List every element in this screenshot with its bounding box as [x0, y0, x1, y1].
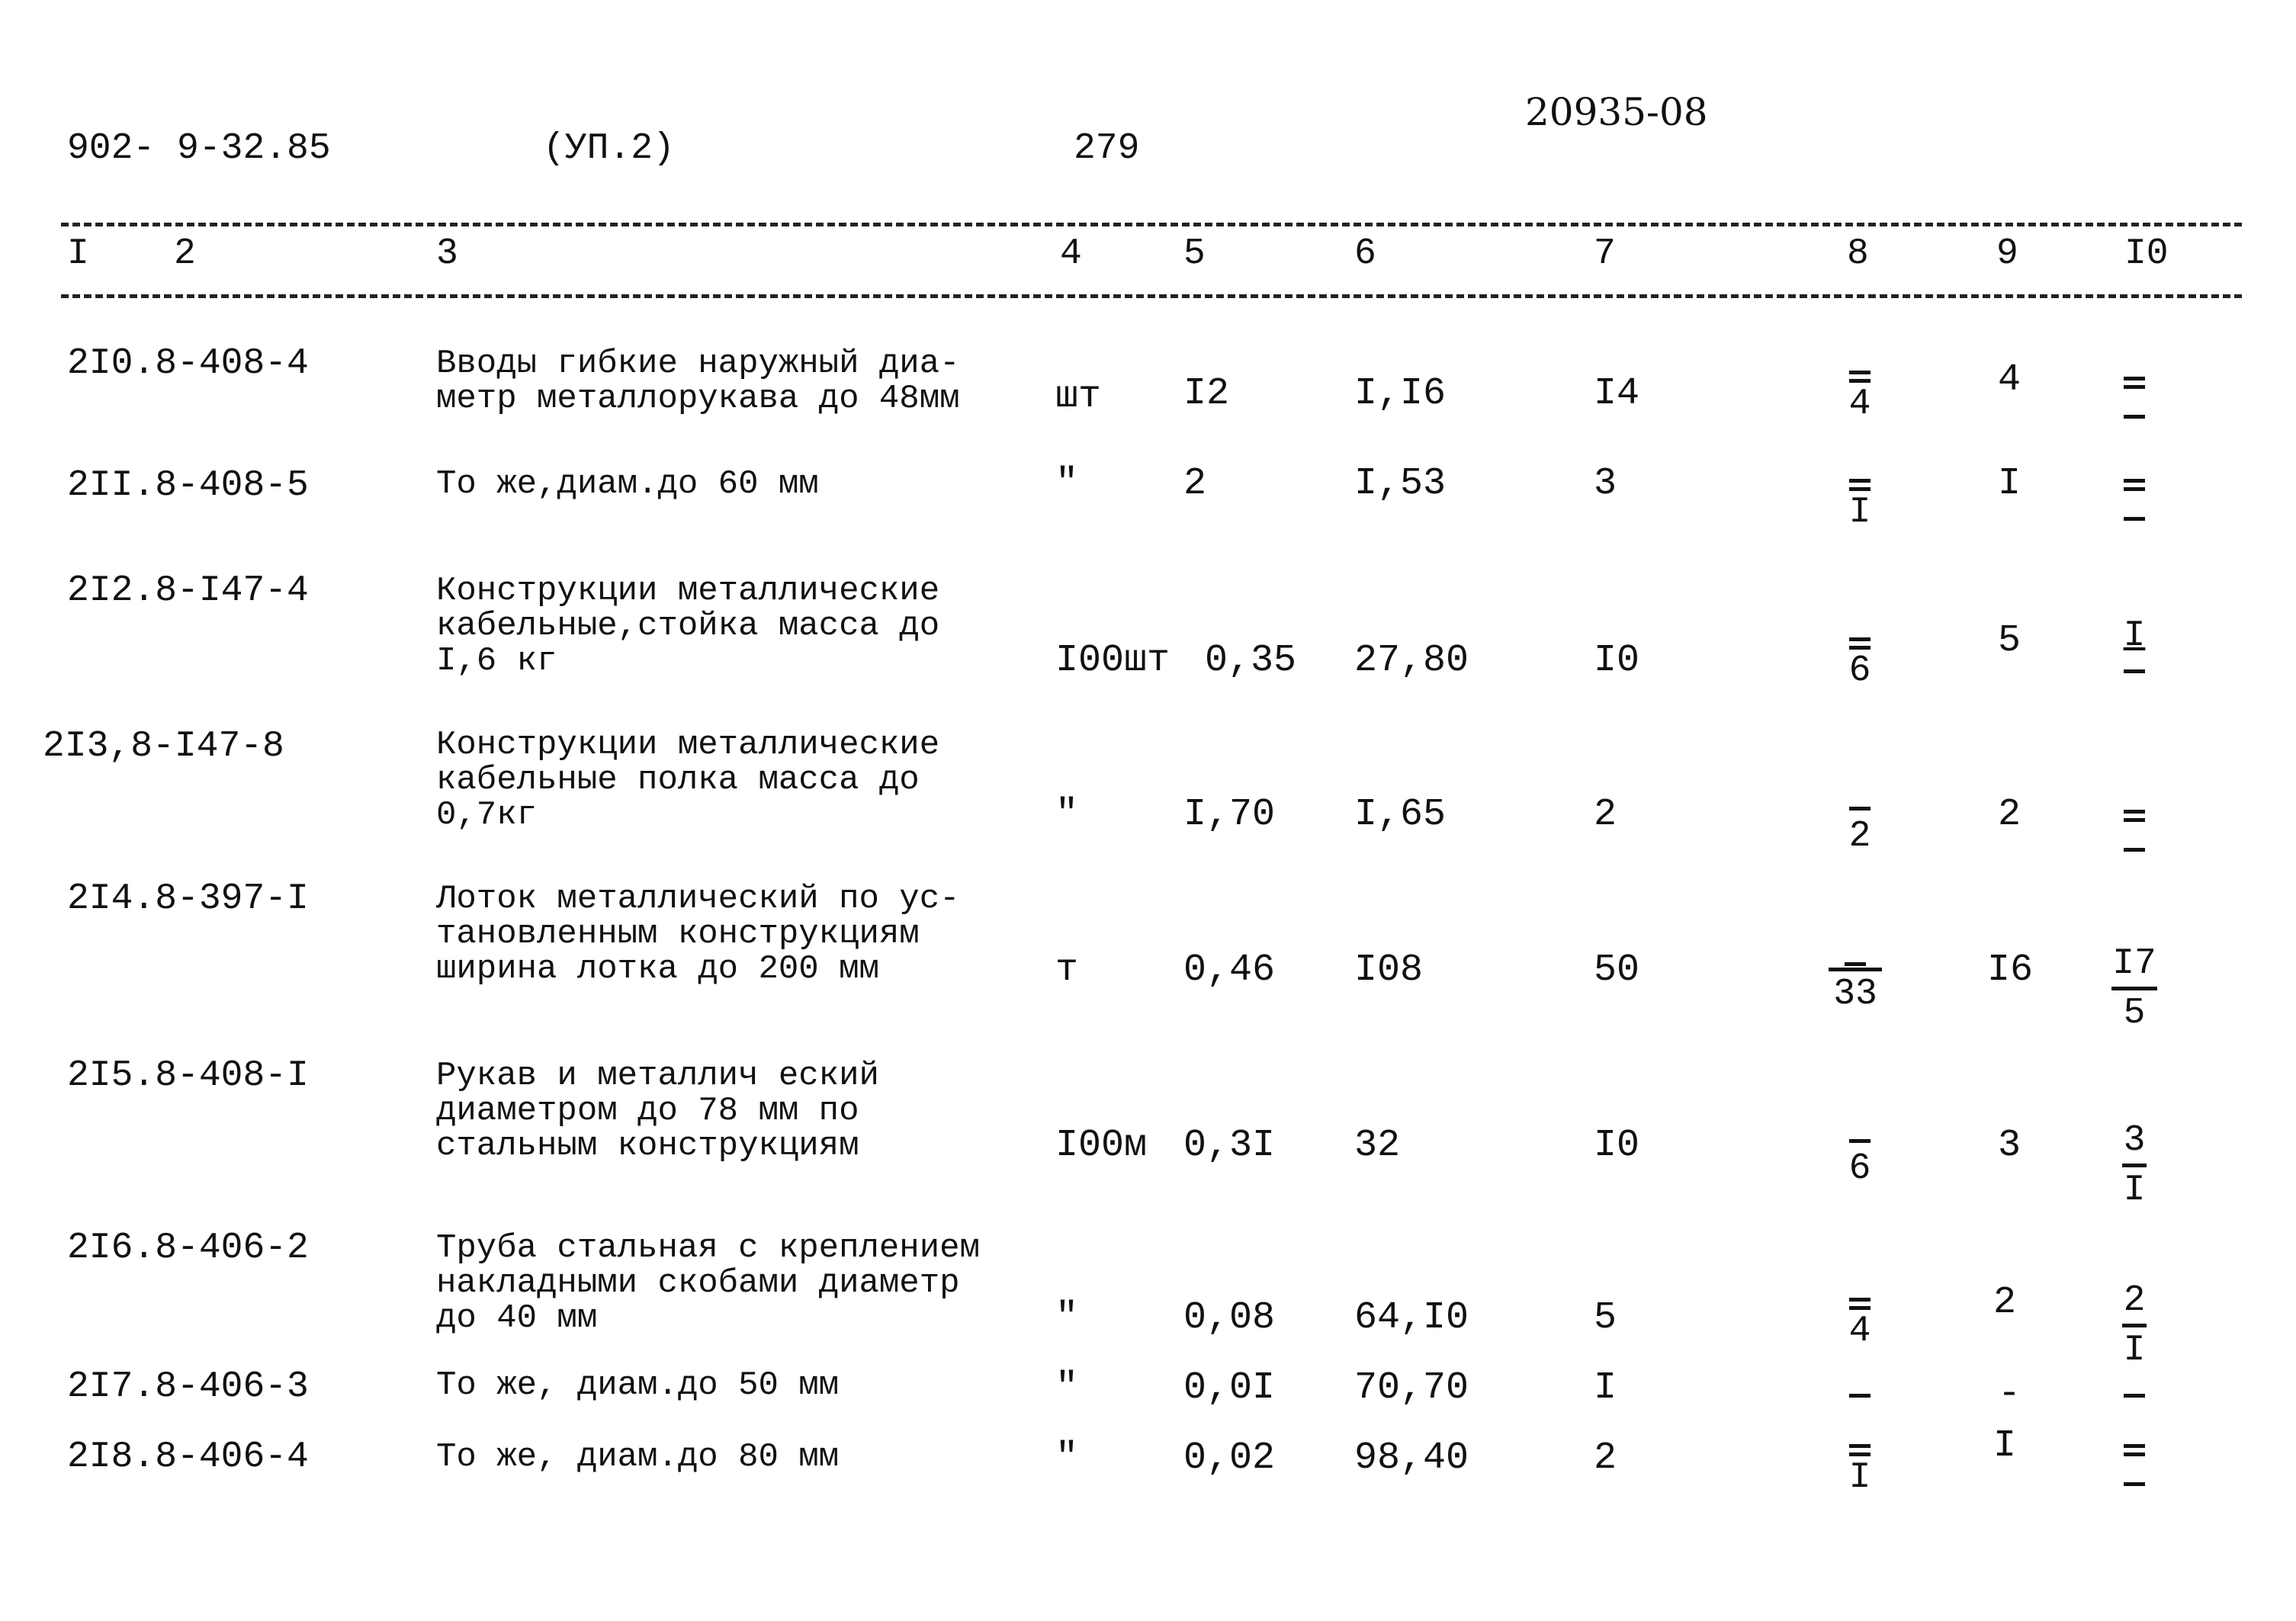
row-col8-fraction: 6	[1833, 637, 1887, 692]
row-col9: I6	[1987, 949, 2034, 992]
row-code: 2I5.8-408-I	[67, 1055, 309, 1096]
column-3-header: 3	[436, 233, 458, 274]
row-description: Труба стальная с креплением накладными скобами диаметр до 40 мм	[436, 1229, 980, 1337]
row-code: 2I3,8-I47-8	[43, 726, 284, 767]
row-quantity: 0,0I	[1183, 1366, 1276, 1410]
row-col6: I,53	[1354, 462, 1447, 506]
row-quantity: I,70	[1183, 793, 1276, 836]
column-8-header: 8	[1847, 233, 1869, 274]
row-unit: "	[1055, 1296, 1079, 1340]
row-description: Вводы гибкие наружный диа- метр металлорукава до 48мм	[436, 345, 960, 418]
column-4-header: 4	[1060, 233, 1082, 274]
column-10-header: I0	[2124, 233, 2169, 274]
row-col6: 27,80	[1354, 639, 1469, 682]
row-unit: "	[1055, 462, 1079, 506]
row-code: 2I6.8-406-2	[67, 1228, 309, 1269]
row-description: Конструкции металлические кабельные,стойка масса до I,6 кг	[436, 572, 940, 680]
row-unit: т	[1055, 949, 1079, 992]
row-col8-fraction: I	[1833, 1444, 1887, 1499]
row-col10-fraction	[2108, 377, 2161, 419]
row-col8-fraction: 4	[1833, 1298, 1887, 1353]
row-col7: I0	[1594, 639, 1640, 682]
row-col9: I	[1998, 462, 2021, 506]
column-5-header: 5	[1183, 233, 1206, 274]
row-col9: 4	[1998, 358, 2021, 402]
row-quantity: 0,08	[1183, 1296, 1276, 1340]
row-col8-fraction	[1833, 1394, 1887, 1398]
row-quantity: 0,02	[1183, 1436, 1276, 1480]
row-col7: 5	[1594, 1296, 1617, 1340]
row-description: То же,диам.до 60 мм	[436, 465, 819, 503]
row-col10-fraction: 2 I	[2123, 1280, 2146, 1371]
section-label: (УП.2)	[543, 128, 675, 169]
row-col9: I	[1993, 1424, 2017, 1468]
row-col10-fraction	[2108, 1444, 2161, 1486]
row-col8-fraction: 33	[1829, 962, 1882, 1016]
row-col8-fraction: I	[1833, 479, 1887, 534]
row-col6: I,I6	[1354, 372, 1447, 416]
row-unit: шт	[1055, 375, 1102, 419]
row-col7: 3	[1594, 462, 1617, 506]
row-col6: I08	[1354, 949, 1424, 992]
row-unit: "	[1055, 1436, 1079, 1480]
row-description: То же, диам.до 50 мм	[436, 1366, 840, 1404]
row-col10-fraction: I	[2108, 615, 2161, 673]
row-col7: 2	[1594, 1436, 1617, 1480]
row-quantity: I2	[1183, 372, 1230, 416]
header-divider-top	[61, 223, 2242, 226]
row-col9: 5	[1998, 619, 2021, 663]
row-code: 2I2.8-I47-4	[67, 570, 309, 611]
row-quantity: 0,35	[1205, 639, 1297, 682]
row-quantity: 0,46	[1183, 949, 1276, 992]
row-quantity: 0,3I	[1183, 1124, 1276, 1167]
row-col7: I4	[1594, 372, 1640, 416]
row-col8-fraction: 4	[1833, 371, 1887, 425]
row-col10-fraction: 3 I	[2123, 1120, 2146, 1211]
row-unit: I00шт	[1055, 639, 1170, 682]
row-col10-fraction: I7 5	[2112, 943, 2156, 1034]
row-col7: 2	[1594, 793, 1617, 836]
row-quantity: 2	[1183, 462, 1207, 506]
row-code: 2I0.8-408-4	[67, 343, 309, 384]
row-unit: "	[1055, 793, 1079, 836]
registration-stamp: 20935-08	[1525, 90, 1708, 134]
row-unit: "	[1055, 1366, 1079, 1410]
document-code: 902- 9-32.85	[67, 128, 331, 169]
header-divider-bottom	[61, 294, 2242, 298]
row-col10-fraction	[2108, 479, 2161, 521]
column-9-header: 9	[1996, 233, 2018, 274]
column-6-header: 6	[1354, 233, 1376, 274]
row-col10-fraction	[2108, 1394, 2161, 1398]
row-description: Лоток металлический по ус- тановленным конструкциям ширина лотка до 200 мм	[436, 880, 960, 988]
row-col7: I0	[1594, 1124, 1640, 1167]
row-description: Рукав и металлич еский диаметром до 78 мм по стальным конструкциям	[436, 1057, 879, 1165]
row-code: 2I7.8-406-3	[67, 1366, 309, 1408]
column-2-header: 2	[174, 233, 196, 274]
row-code: 2II.8-408-5	[67, 465, 309, 506]
row-unit: I00м	[1055, 1124, 1148, 1167]
row-col8-fraction: 2	[1833, 807, 1887, 858]
row-col7: 50	[1594, 949, 1640, 992]
column-1-header: I	[67, 233, 89, 274]
row-code: 2I4.8-397-I	[67, 878, 309, 920]
row-code: 2I8.8-406-4	[67, 1436, 309, 1478]
row-col6: 64,I0	[1354, 1296, 1469, 1340]
row-col9: 3	[1998, 1124, 2021, 1167]
column-7-header: 7	[1594, 233, 1616, 274]
row-description: То же, диам.до 80 мм	[436, 1438, 840, 1476]
row-col8-fraction: 6	[1833, 1139, 1887, 1190]
row-col6: 32	[1354, 1124, 1401, 1167]
row-col9: 2	[1998, 793, 2021, 836]
row-col7: I	[1594, 1366, 1617, 1410]
page-number: 279	[1074, 128, 1140, 169]
row-col6: I,65	[1354, 793, 1447, 836]
row-col6: 70,70	[1354, 1366, 1469, 1410]
row-description: Конструкции металлические кабельные полка масса до 0,7кг	[436, 726, 940, 834]
row-col9: 2	[1993, 1281, 2017, 1324]
row-col10-fraction	[2108, 810, 2161, 852]
row-col9: -	[1998, 1372, 2021, 1416]
row-col6: 98,40	[1354, 1436, 1469, 1480]
